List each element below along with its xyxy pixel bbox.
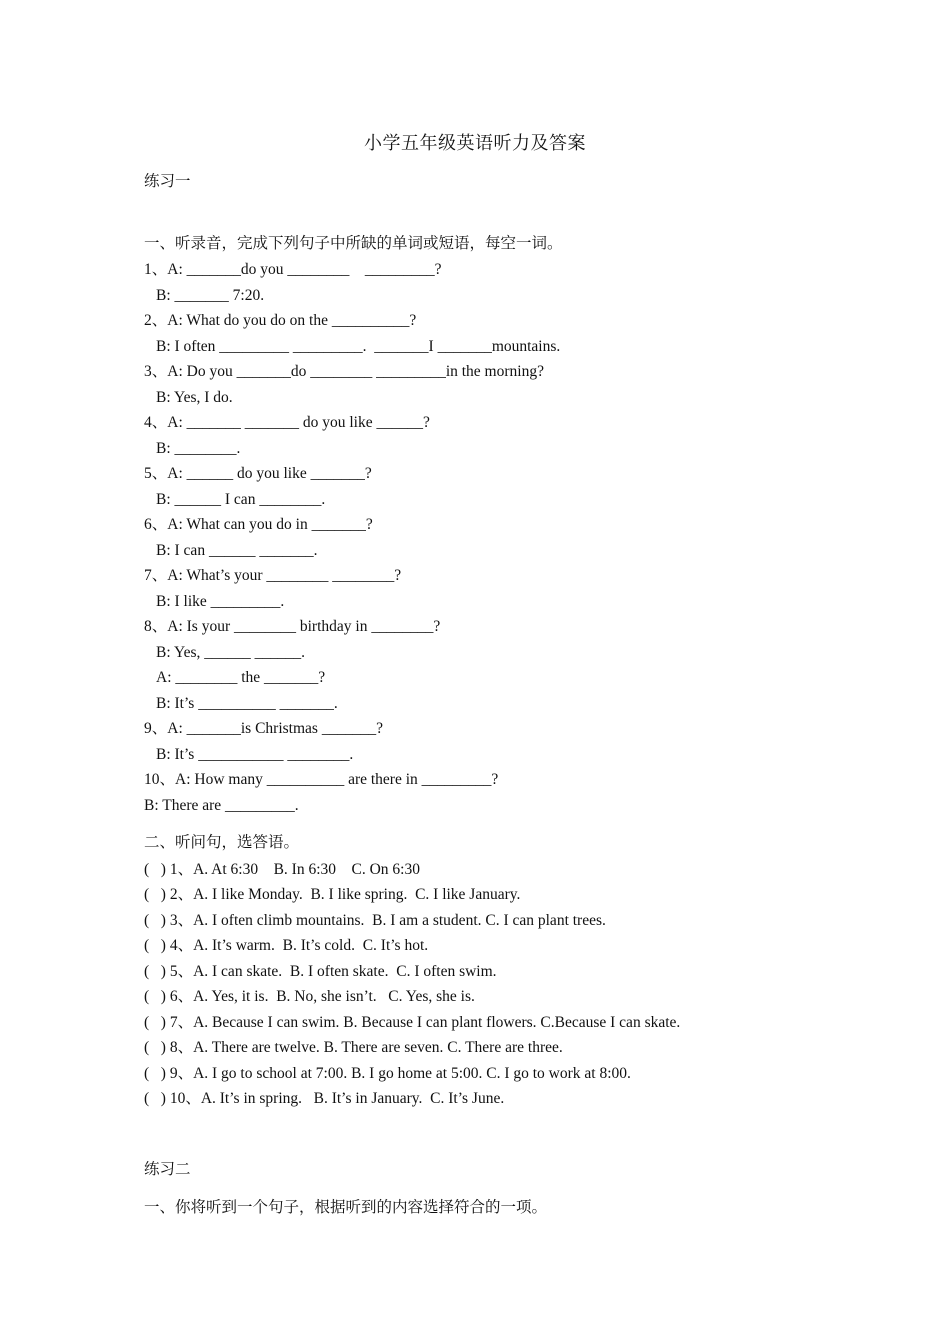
- question-line: A: ________ the _______?: [156, 669, 326, 686]
- question-line: B: It’s ___________ ________.: [156, 746, 354, 763]
- choice-line: ( ) 8、A. There are twelve. B. There are seven. C. There are three.: [144, 1039, 563, 1056]
- question-line: B: ________.: [156, 440, 241, 457]
- choice-line: ( ) 10、A. It’s in spring. B. It’s in January. C. It’s June.: [144, 1090, 505, 1107]
- exercise1-label: 练习一: [144, 173, 191, 190]
- choice-line: ( ) 4、A. It’s warm. B. It’s cold. C. It’s hot.: [144, 937, 429, 954]
- question-line: B: ______ I can ________.: [156, 491, 326, 508]
- choice-line: ( ) 6、A. Yes, it is. B. No, she isn’t. C. Yes, she is.: [144, 988, 475, 1005]
- choice-line: ( ) 2、A. I like Monday. B. I like spring. C. I like January.: [144, 886, 521, 903]
- question-line: B: I like _________.: [156, 593, 285, 610]
- choice-line: ( ) 9、A. I go to school at 7:00. B. I go home at 5:00. C. I go to work at 8:00.: [144, 1065, 631, 1082]
- question-line: 1、A: _______do you ________ _________?: [144, 261, 442, 278]
- exercise2-part1-heading: 一、你将听到一个句子，根据听到的内容选择符合的一项。: [144, 1199, 548, 1216]
- document-title: 小学五年级英语听力及答案: [364, 133, 586, 153]
- question-line: B: I can ______ _______.: [156, 542, 318, 559]
- question-line: 6、A: What can you do in _______?: [144, 516, 373, 533]
- question-line: 7、A: What’s your ________ ________?: [144, 567, 402, 584]
- exercise2-label: 练习二: [144, 1161, 191, 1178]
- question-line: B: _______ 7:20.: [156, 287, 265, 304]
- question-line: 5、A: ______ do you like _______?: [144, 465, 372, 482]
- exercise1-part1-heading: 一、听录音，完成下列句子中所缺的单词或短语，每空一词。: [144, 235, 563, 252]
- question-line: 10、A: How many __________ are there in _________?: [144, 771, 499, 788]
- question-line: B: It’s __________ _______.: [156, 695, 338, 712]
- question-line: 3、A: Do you _______do ________ _________in the morning?: [144, 363, 544, 380]
- question-line: 4、A: _______ _______ do you like ______?: [144, 414, 430, 431]
- choice-line: ( ) 5、A. I can skate. B. I often skate. C. I often swim.: [144, 963, 497, 980]
- choice-line: ( ) 3、A. I often climb mountains. B. I am a student. C. I can plant trees.: [144, 912, 606, 929]
- question-line: 9、A: _______is Christmas _______?: [144, 720, 383, 737]
- question-line: B: I often _________ _________. _______I _______mountains.: [156, 338, 561, 355]
- choice-line: ( ) 1、A. At 6:30 B. In 6:30 C. On 6:30: [144, 861, 420, 878]
- question-line: 2、A: What do you do on the __________?: [144, 312, 417, 329]
- exercise1-part2-heading: 二、听问句，选答语。: [144, 834, 300, 851]
- question-line: 8、A: Is your ________ birthday in ________?: [144, 618, 441, 635]
- question-line: B: Yes, I do.: [156, 389, 233, 406]
- choice-line: ( ) 7、A. Because I can swim. B. Because I can plant flowers. C.Because I can skate.: [144, 1014, 681, 1031]
- question-line: B: There are _________.: [144, 797, 299, 814]
- question-line: B: Yes, ______ ______.: [156, 644, 305, 661]
